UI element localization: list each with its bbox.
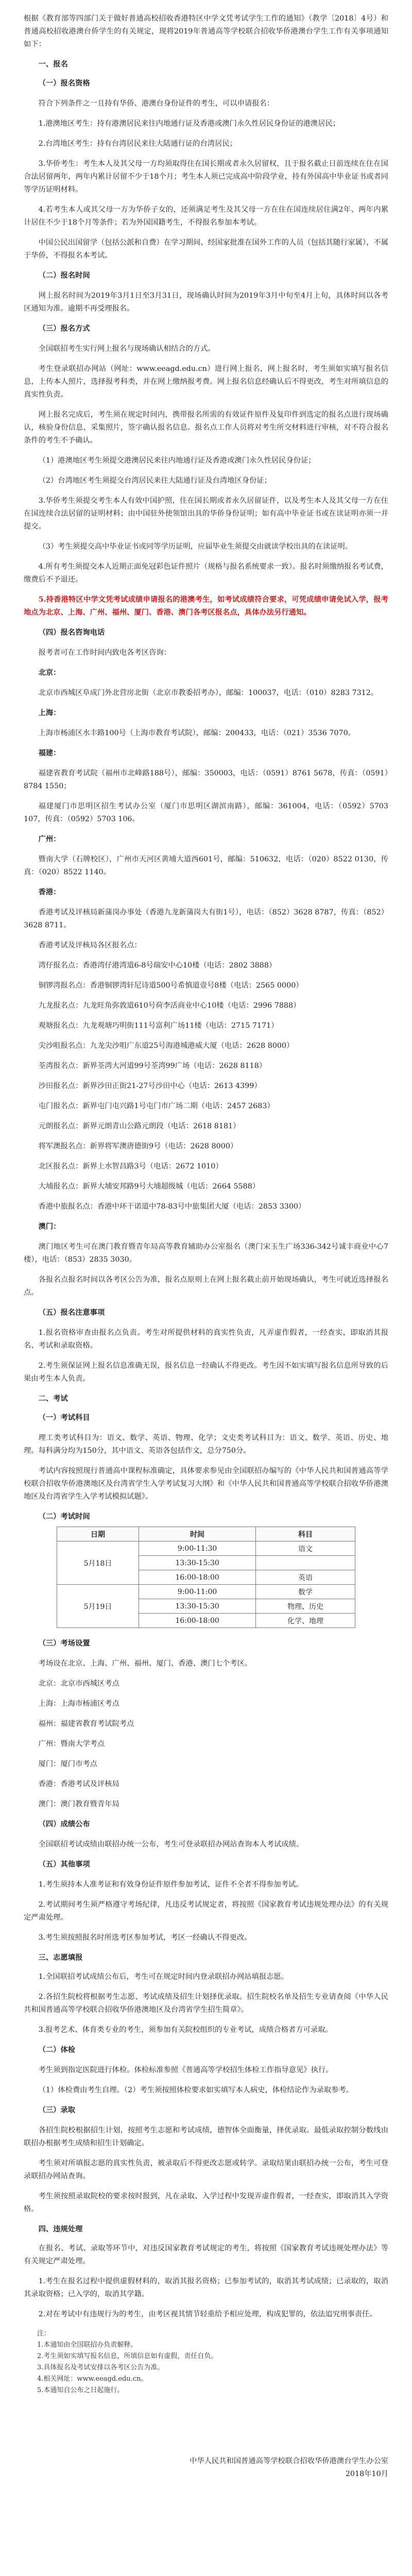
section-1-1-heading: （一）报名资格 — [38, 79, 90, 88]
blank-space — [24, 2396, 388, 2443]
document-footer — [24, 2455, 388, 2481]
section-1-3-heading: （三）报名方式 — [38, 325, 90, 333]
highlighted-notice: 5.持香港特区中学文凭考试成绩申请报名的港澳考生，如考试成绩符合要求，可凭成绩申请免试入学，报考地点为北京、上海、广州、福州、厦门、香港、澳门各考区报名点，具体办法另行通知。 — [24, 596, 388, 617]
section-1-2-heading: （二）报名时间 — [38, 272, 90, 280]
time-cell: 16:00-18:00 — [139, 1570, 256, 1585]
paragraph: 考试内容按照现行普通高中课程标准确定，具体要求参见由全国联招办编写的《中华人民共和国普通高等学校联合招收华侨港澳地区及台湾省学生入学考试复习大纲》和《中华人民共和国普通高等学校联合招收华侨港澳地区及台湾省学生入学考试模拟试题》。 — [24, 1467, 388, 1501]
paragraph: （1）港澳地区考生须提交港澳居民来往内地通行证及香港或澳门永久性居民身份证； — [38, 456, 316, 465]
paragraph: 中国公民出国留学（包括公派和自费）在学习期间、经国家批准在国外工作的人员（包括其随行家属），不属于华侨，不得报名本考试。 — [24, 239, 388, 260]
paragraph: （3）考生须提交高中毕业证书或同等学历证明，应届毕业生须提交由就读学校出具的在读证明。 — [38, 543, 353, 551]
list-item: 湾仔报名点：香港湾仔港湾道6-8号瑞安中心10楼（电话：2802 3888） — [38, 961, 277, 970]
paragraph: 2.考试期间考生须严格遵守考场纪律，凡违反考试规定者，将按照《国家教育考试违规处理办法》的有关规定严肃处理。 — [24, 1901, 388, 1922]
paragraph: 3.华侨考生：考生本人及其父母一方均须取得住在国长期或者永久居留权，且于报名截止日前连续在住在国合法居留两年，两年内累计居留不少于18个月；考生本人须已完成高中阶段学业，持有外国高中毕业证书或者同等学历证明材料。 — [24, 160, 388, 194]
site-address: 香港考试及评核局新蒲岗办事处（香港九龙新蒲岗大有街1号），电话：（852）3628 8787，传真：（852）3628 8711。 — [24, 908, 388, 929]
paragraph: 报考者可在工作时间内致电各考区咨询： — [38, 649, 171, 657]
list-item: 荃湾报名点：新界荃湾大河道99号荃湾99广场（电话：2628 8118） — [38, 1062, 267, 1070]
paragraph: 考生登录联招办网站（网址：www.eeagd.edu.cn）进行网上报名，网上报名时，考生须如实填写报名信息，上传本人照片，选择报考科类，并在网上缴纳报考费。网上报名信息经确认后不得更改，考生对所填信息的真实性负责。 — [24, 365, 388, 399]
site-name: 广州： — [38, 835, 61, 843]
site-list — [24, 667, 388, 932]
paragraph: 2.对在考试中有违规行为的考生，由考区视其情节轻重给予相应处理，构成犯罪的，依法追究刑事责任。 — [38, 2310, 377, 2318]
paragraph: 2.台湾地区考生：持有台湾居民来往大陆通行证的台湾居民； — [38, 140, 237, 148]
date-cell: 5月19日 — [57, 1585, 139, 1628]
list-item: 尖沙咀报名点：九龙尖沙咀广东道25号海港城港威大厦（电话：2628 8000） — [38, 1042, 294, 1050]
subject-cell: 物理、历史 — [256, 1599, 355, 1614]
table-row — [57, 1585, 355, 1599]
notes-block — [24, 2328, 388, 2396]
site-address: 北京市西城区阜成门外北营房北街（北京市教委招考办），邮编：100037，电话：（010）8283 7312。 — [38, 689, 379, 697]
paragraph: 全国联招考试成绩由联招办统一公布，考生可登录联招办网站查询本人考试成绩。 — [38, 1840, 304, 1849]
section-2-1-heading: （一）考试科目 — [38, 1414, 90, 1422]
site-name: 上海： — [38, 709, 61, 717]
table-row — [57, 1541, 355, 1556]
list-item: 沙田报名点：新界沙田正街21-27号沙田中心（电话：2613 4399） — [38, 1082, 262, 1090]
list-item: 北京：北京市西城区考点 — [38, 1680, 119, 1688]
subject-cell: 化学、地理 — [256, 1614, 355, 1628]
site-address: 福建省教育考试院（福州市北峰路188号），邮编：350003，电话：（0591）8761 5678，传真：（0591）8784 1550； — [24, 769, 388, 790]
paragraph: 符合下列条件之一且持有华侨、港澳台身份证件的考生，可以申请报名： — [38, 99, 274, 108]
paragraph: 考生须对所填报志愿的真实性负责，被录取后不得更改志愿或转学。录取结果由联招办统一公布，考生可登录联招办网站查询。 — [24, 2159, 388, 2180]
note-item: 5.本通知自公布之日起施行。 — [37, 2386, 124, 2394]
subject-cell: 语文 — [256, 1541, 355, 1556]
section-3-3-heading: （三）录取 — [38, 2106, 76, 2114]
venue-list — [24, 1677, 388, 1811]
time-cell: 13:30-15:30 — [139, 1556, 256, 1570]
list-item: 元朗报名点：新界元朗青山公路元朗段（电话：2618 8181） — [38, 1122, 241, 1130]
site-address: 上海市杨浦区水丰路100号（上海市教育考试院），邮编：200433，电话：（021）3536 7070。 — [38, 729, 355, 737]
site-name: 澳门： — [38, 1223, 61, 1231]
paragraph: 2.各招生院校将根据考生志愿、考试成绩及招生计划择优录取。招生院校名单及招生专业请查阅《中华人民共和国普通高等学校联合招收华侨港澳地区及台湾省学生招生简章》。 — [24, 1993, 388, 2014]
section-1-4-heading: （四）报名咨询电话 — [38, 629, 105, 637]
paragraph: 澳门地区考生可在澳门教育暨青年局高等教育辅助办公室报名（澳门宋玉生广场336-342号诚丰商业中心7楼），电话：（853）2835 3030。 — [24, 1243, 388, 1264]
paragraph: （2）台湾地区考生须提交台湾居民来往大陆通行证及台湾地区身份证； — [38, 477, 271, 485]
paragraph: 3.考生须按照报名时所选考区参加考试，考区一经确认不得更改。 — [38, 1934, 252, 1942]
hk-point-list — [24, 959, 388, 1213]
paragraph: 4.所有考生须提交本人近期正面免冠彩色证件照片（规格与报名系统要求一致）。报名时须缴纳报名考试费，缴费后不予退还。 — [24, 563, 388, 584]
paragraph: 3.报考艺术、体育类专业的考生，须参加有关院校组织的专业考试，成绩合格者方可录取。 — [38, 2026, 333, 2034]
column-header: 时间 — [139, 1527, 256, 1541]
paragraph: 在报名、考试、录取等环节中，对违反国家教育考试规定的考生，将按照《国家教育考试违规处理办法》等有关规定严肃处理。 — [24, 2244, 388, 2265]
list-item: 香港中旅报名点：香港中环干诺道中78-83号中旅集团大厦（电话：2853 3300） — [38, 1202, 306, 1211]
subject-cell: 数学 — [256, 1585, 355, 1599]
subject-cell — [256, 1556, 355, 1570]
section-4-heading: 四、违规处理 — [38, 2225, 83, 2233]
paragraph: 1.全国联招考试成绩公布后，考生可在规定时间内登录联招办网站填报志愿。 — [38, 1973, 289, 1981]
section-2-heading: 二、考试 — [38, 1395, 68, 1403]
list-item: 大埔报名点：新界大埔安邦路9号大埔超级城（电话：2664 5588） — [38, 1182, 260, 1191]
paragraph: 考生须到指定医院进行体检。体检标准参照《普通高等学校招生体检工作指导意见》执行。 — [38, 2066, 333, 2074]
paragraph: 1.考生在报名过程中提供虚假材料的，取消其报名资格；已参加考试的，取消其考试成绩；已录取的，取消其录取资格；已入学的，取消其学籍。 — [24, 2277, 388, 2298]
table-header-row — [57, 1527, 355, 1541]
note-item: 4.相关网址：www.eeagd.edu.cn。 — [37, 2375, 148, 2383]
paragraph: （1）体检费由考生自理。（2）考生须按照体检要求如实填写本人病史，体检结论作为录取参考。 — [38, 2086, 354, 2094]
list-item: 九龙报名点：九龙旺角弥敦道610号荷李活商业中心10楼（电话：2996 7888） — [38, 1002, 301, 1010]
site-address: 暨南大学（石牌校区），广州市天河区黄埔大道西601号，邮编：510632，电话：（020）8522 0130，传真：（020）8522 1140。 — [24, 855, 388, 876]
list-item: 将军澳报名点：新界将军澳唐德街9号（电话：2628 8000） — [38, 1142, 238, 1150]
issue-date: 2018年10月 — [345, 2470, 388, 2478]
paragraph: 各招生院校根据招生计划，按照考生志愿和考试成绩，德智体全面衡量，择优录取。最低录取控制分数线由联招办根据考生成绩和招生计划确定。 — [24, 2126, 388, 2147]
paragraph: 3.华侨考生须提交考生本人有效中国护照，住在国长期或者永久居留证件，以及考生本人及其父母一方在住在国连续合法居留的证明材料；由中国驻外使领馆出具的华侨身份证明；如有高中毕业证书或在读证明亦须一并提交。 — [24, 497, 388, 531]
column-header: 科目 — [256, 1527, 355, 1541]
note-item: 1.本通知由全国联招办负责解释。 — [37, 2341, 138, 2349]
paragraph: 网上报名时间为2019年3月1日至3月31日，现场确认时间为2019年3月中旬至4月上旬，具体时间以各考区通知为准。逾期不再受理报名。 — [24, 292, 388, 313]
paragraph: 理工类考试科目为：语文、数学、英语、物理、化学；文史类考试科目为：语文、数学、英语、历史、地理。每科满分均为150分，其中语文、英语各包括作文，总分750分。 — [24, 1434, 388, 1455]
note-item: 2.考生须如实填写报名信息，所填信息如有虚假，责任自负。 — [37, 2352, 218, 2360]
site-name: 香港： — [38, 888, 61, 896]
list-item: 铜锣湾报名点：香港铜锣湾轩尼诗道500号希慎道壹号8楼（电话：2565 0000） — [38, 981, 303, 990]
paragraph: 考生须按照录取院校的要求按时报到，凡在录取、入学过程中发现弄虚作假者，一经查实，即取消其入学资格。 — [24, 2192, 388, 2213]
list-item: 观塘报名点：九龙观塘巧明街111号富利广场11楼（电话：2715 7171） — [38, 1022, 279, 1030]
section-1-heading: 一、报名 — [38, 60, 68, 69]
list-item: 北区报名点：新界上水智昌路3号（电话：2672 1010） — [38, 1162, 223, 1171]
section-2-4-heading: （四）成绩公布 — [38, 1820, 90, 1828]
paragraph: 全国联招考生实行网上报名与现场确认相结合的方式。 — [38, 345, 215, 353]
section-1-5-heading: （五）报名注意事项 — [38, 1309, 105, 1317]
subject-cell: 英语 — [256, 1570, 355, 1585]
site-name: 福建： — [38, 749, 61, 757]
list-item: 厦门：厦门市考点 — [38, 1760, 97, 1768]
list-item: 屯门报名点：新界屯门屯兴路1号屯门市广场二期（电话：2457 2683） — [38, 1102, 274, 1110]
section-3-2-heading: （二）体检 — [38, 2046, 76, 2054]
paragraph: 1.考生须持本人准考证和有效身份证件原件参加考试，证件不全者不得参加考试。 — [38, 1880, 303, 1889]
intro-paragraph: 根据《教育部等四部门关于做好普通高校招收香港特区中学文凭考试学生工作的通知》（教学〔2018〕4号）和普通高校招收港澳台侨学生的有关规定，现将2019年普通高等学校联合招收华侨港澳台学生工作有关事项通知如下： — [24, 14, 388, 48]
time-cell: 16:00-18:00 — [139, 1614, 256, 1628]
exam-schedule-table — [57, 1527, 355, 1628]
paragraph: 考场设在北京、上海、广州、福州、厦门、香港、澳门七个考区。 — [38, 1659, 252, 1668]
time-cell: 9:00-11:00 — [139, 1585, 256, 1599]
list-item: 澳门：澳门教育暨青年局 — [38, 1800, 119, 1808]
paragraph: 各报名点报名时间以各考区公告为准，报名点原则上在网上报名截止前开始现场确认，考生可就近选择报名点。 — [24, 1276, 388, 1297]
paragraph: 2.考生须保证网上报名信息准确无误，报名信息一经确认不得更改。考生因不如实填写报名信息所导致的后果由考生本人负责。 — [24, 1362, 388, 1383]
paragraph: 4.若考生本人或其父母一方为华侨子女的，还须满足考生及其父母一方在住在国连续居住满2年、两年内累计居住不少于18个月等条件；若为外国国籍考生，不得报名参加本考试。 — [24, 206, 388, 227]
notes-title: 注： — [37, 2330, 51, 2337]
list-item: 广州：暨南大学考点 — [38, 1740, 105, 1748]
site-name: 北京： — [38, 669, 61, 677]
column-header: 日期 — [57, 1527, 139, 1541]
issuing-organization: 中华人民共和国普通高等学校联合招收华侨港澳台学生办公室 — [189, 2457, 388, 2465]
list-item: 上海：上海市杨浦区考点 — [38, 1700, 119, 1708]
section-3-heading: 三、志愿填报 — [38, 1954, 83, 1962]
paragraph: 网上报名完成后，考生须在规定时间内，携带报名所需的有效证件原件及复印件到选定的报名点进行现场确认，核验身份信息，采集照片，签字确认报名信息。报名点工作人员将对考生所交材料进行审核，对不符合报名条件的考生不予确认。 — [24, 411, 388, 445]
paragraph: 1.港澳地区考生：持有港澳居民来往内地通行证及香港或澳门永久性居民身份证的港澳居民； — [38, 120, 340, 128]
date-cell: 5月18日 — [57, 1541, 139, 1585]
paragraph: 1.报名资格审查由报名点负责。考生对所提供材料的真实性负责，凡弄虚作假者，一经查实，即取消其报名、考试和录取资格。 — [24, 1329, 388, 1350]
time-cell: 13:30-15:30 — [139, 1599, 256, 1614]
note-item: 3.具体报名及考试安排以各考区公告为准。 — [37, 2364, 164, 2371]
section-2-3-heading: （三）考场设置 — [38, 1639, 90, 1648]
time-cell: 9:00-11:30 — [139, 1541, 256, 1556]
site-address: 福建厦门市思明区招生考试办公室（厦门市思明区湖滨南路），邮编：361004，电话：（0592）5703 107，传真：（0592）5703 106。 — [24, 802, 388, 823]
list-item: 香港：香港考试及评核局 — [38, 1780, 119, 1788]
section-2-2-heading: （二）考试时间 — [38, 1513, 90, 1521]
list-item: 福州：福建省教育考试院考点 — [38, 1720, 134, 1728]
section-2-5-heading: （五）其他事项 — [38, 1860, 90, 1869]
paragraph: 香港考试及评核局各区报名点： — [38, 941, 142, 950]
